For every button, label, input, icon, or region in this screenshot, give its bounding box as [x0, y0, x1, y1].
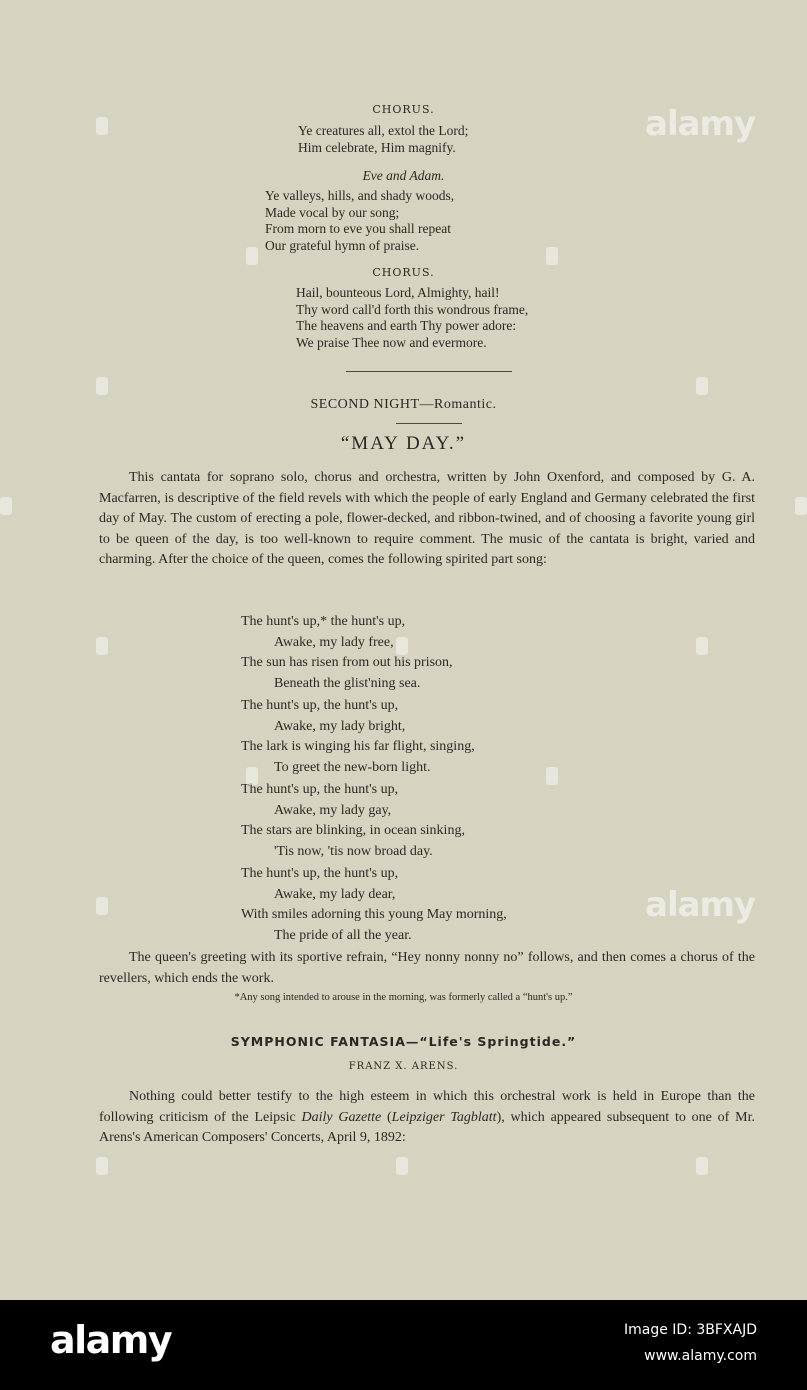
section-divider	[346, 371, 512, 372]
verse-line: Ye valleys, hills, and shady woods,	[265, 188, 455, 203]
song-line: The sun has risen from out his prison,	[241, 655, 453, 670]
text-run: Nothing could better testify to the high esteem in which this orchestral work is held in Europe than the following criticism of the Leipsic	[99, 1089, 755, 1125]
verse-line: Him celebrate, Him magnify.	[298, 139, 456, 155]
verse-line: The heavens and earth Thy power adore:	[296, 318, 517, 333]
watermark-mark	[96, 897, 108, 915]
song-line: Beneath the glist'ning sea.	[274, 675, 421, 691]
song-stanza-2	[241, 696, 475, 778]
watermark-mark	[795, 497, 807, 515]
chorus-heading-2: CHORUS.	[372, 266, 435, 279]
watermark-mark	[396, 1157, 408, 1175]
song-line: Awake, my lady free,	[274, 634, 394, 650]
verse-line: Hail, bounteous Lord, Almighty, hail!	[296, 285, 500, 300]
chorus-1-verse	[298, 123, 468, 156]
song-line: The hunt's up, the hunt's up,	[241, 698, 399, 713]
song-line: 'Tis now, 'tis now broad day.	[274, 843, 433, 859]
verse-line: We praise Thee now and evermore.	[296, 334, 487, 350]
watermark-mark	[696, 1157, 708, 1175]
watermark-mark	[96, 117, 108, 135]
watermark-mark	[246, 247, 258, 265]
may-day-intro	[99, 468, 755, 571]
text-run: (	[381, 1109, 392, 1125]
watermark-mark	[546, 767, 558, 785]
watermark-mark	[696, 637, 708, 655]
footnote: *Any song intended to arouse in the morning, was formerly called a “hunt's up.”	[234, 992, 573, 1003]
intro-paragraph: This cantata for soprano solo, chorus and orchestra, written by John Oxenford, and composed by G. A. Macfarren, is descriptive of the field revels with which the people of early England and Germany celebrated the first day of May. The custom of erecting a pole, flower-decked, and ribbon-twined, and of choosing a favorite young girl to be queen of the day, is too well-known to require comment. The music of the cantata is bright, varied and charming. After the choice of the queen, comes the following spirited part song:	[99, 470, 755, 567]
footer-url: www.alamy.com	[644, 1348, 757, 1364]
song-line: The stars are blinking, in ocean sinking,	[241, 823, 465, 838]
image-id-label: Image ID: 3BFXAJD	[623, 1322, 757, 1338]
watermark-mark	[546, 247, 558, 265]
verse-line: Made vocal by our song;	[265, 204, 400, 220]
verse-line: Thy word call'd forth this wondrous frame,	[296, 301, 529, 317]
footer-logo: alamy	[50, 1318, 172, 1362]
song-line: Awake, my lady gay,	[274, 802, 392, 818]
text-run: ), which appeared subsequent to one of Mr. Arens's American Composers' Concerts, April 9, 1892:	[99, 1109, 755, 1145]
song-line: The hunt's up, the hunt's up,	[241, 866, 399, 881]
song-line: Awake, my lady bright,	[274, 718, 406, 734]
song-line: The pride of all the year.	[274, 927, 412, 943]
fantasia-title: SYMPHONIC FANTASIA—“Life's Springtide.”	[230, 1034, 577, 1049]
outro-paragraph: The queen's greeting with its sportive refrain, “Hey nonny nonny no” follows, and then comes a chorus of the revellers, which ends the work.	[99, 950, 755, 986]
song-line: The hunt's up,* the hunt's up,	[241, 614, 406, 629]
watermark-mark	[0, 497, 12, 515]
watermark-mark	[96, 1157, 108, 1175]
italic-run: Daily Gazette	[301, 1109, 382, 1125]
verse-line: From morn to eve you shall repeat	[265, 221, 451, 236]
verse-line: Ye creatures all, extol the Lord;	[298, 123, 469, 138]
song-line: To greet the new-born light.	[274, 759, 431, 775]
song-line: The lark is winging his far flight, singing,	[241, 739, 475, 754]
short-divider	[396, 423, 462, 424]
song-stanza-1	[241, 612, 453, 694]
fantasia-paragraph	[99, 1087, 755, 1149]
song-line: Awake, my lady dear,	[274, 886, 396, 902]
verse-line: Our grateful hymn of praise.	[265, 237, 420, 253]
song-stanza-4	[241, 864, 507, 946]
fantasia-composer: FRANZ X. ARENS.	[348, 1061, 459, 1072]
may-day-title: “MAY DAY.”	[340, 433, 467, 454]
watermark-mark	[396, 637, 408, 655]
stock-footer-bar	[0, 1300, 807, 1390]
watermark-logo: alamy	[645, 104, 756, 144]
may-day-outro	[99, 948, 755, 989]
song-line: With smiles adorning this young May morning,	[241, 907, 507, 922]
chorus-2-verse	[296, 285, 528, 351]
italic-run: Leipziger Tagblatt	[391, 1109, 497, 1125]
song-stanza-3	[241, 780, 465, 862]
watermark-mark	[696, 377, 708, 395]
second-night-heading: SECOND NIGHT—Romantic.	[310, 397, 497, 412]
song-line: The hunt's up, the hunt's up,	[241, 782, 399, 797]
watermark-mark	[96, 377, 108, 395]
watermark-mark	[246, 767, 258, 785]
watermark-logo: alamy	[645, 885, 756, 925]
watermark-mark	[96, 637, 108, 655]
eve-adam-verse	[265, 188, 454, 254]
fantasia-text	[99, 1087, 755, 1149]
eve-adam-heading: Eve and Adam.	[362, 168, 445, 183]
chorus-heading-1: CHORUS.	[372, 103, 435, 116]
